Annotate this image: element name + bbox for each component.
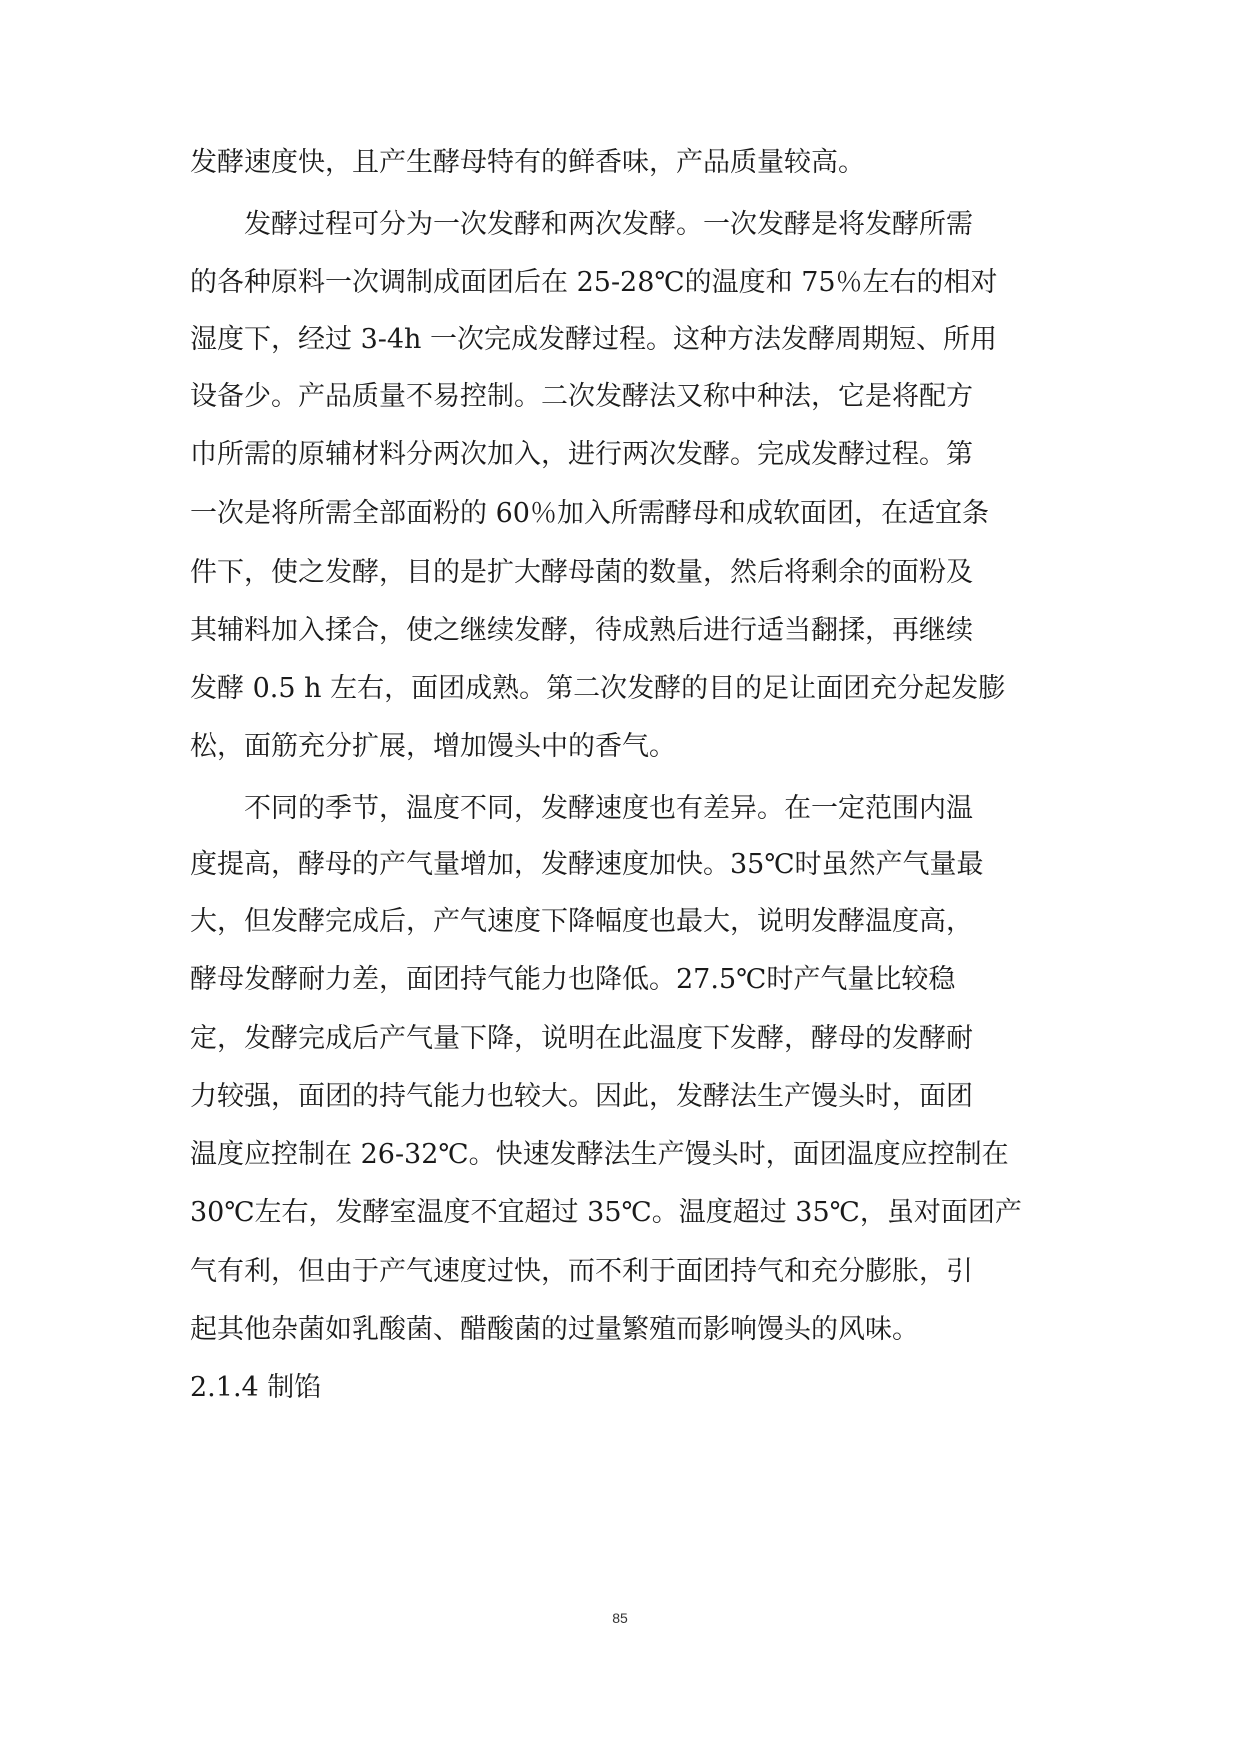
text-line: 力较强，面团的持气能力也较大。因此，发酵法生产馒头时，面团 (190, 1081, 973, 1112)
text-line: 起其他杂菌如乳酸菌、醋酸菌的过量繁殖而影响馒头的风味。 (190, 1314, 919, 1345)
text-line: 气有利，但由于产气速度过快，而不利于面团持气和充分膨胀，引 (190, 1256, 973, 1287)
section-heading: 2.1.4 制馅 (190, 1372, 322, 1403)
paragraph-first-line: 发酵过程可分为一次发酵和两次发酵。一次发酵是将发酵所需 (244, 209, 973, 240)
text-line: 30℃左右，发酵室温度不宜超过 35℃。温度超过 35℃，虽对面团产 (190, 1197, 1022, 1228)
text-line: 一次是将所需全部面粉的 60％加入所需酵母和成软面团，在适宜条 (190, 498, 989, 529)
text-line: 度提高，酵母的产气量增加，发酵速度加快。35℃时虽然产气量最 (190, 849, 984, 880)
paragraph-first-line: 不同的季节，温度不同，发酵速度也有差异。在一定范围内温 (244, 793, 973, 824)
text-line: 大，但发酵完成后，产气速度下降幅度也最大，说明发酵温度高， (190, 906, 973, 937)
text-line: 湿度下，经过 3-4h 一次完成发酵过程。这种方法发酵周期短、所用 (190, 324, 998, 355)
text-line: 温度应控制在 26-32℃。快速发酵法生产馒头时，面团温度应控制在 (190, 1139, 1009, 1170)
text-line: 的各种原料一次调制成面团后在 25-28℃的温度和 75％左右的相对 (190, 267, 998, 298)
text-line: 发酵速度快，且产生酵母特有的鲜香味，产品质量较高。 (190, 147, 865, 178)
text-line: 其辅料加入揉合，使之继续发酵，待成熟后进行适当翻揉，再继续 (190, 615, 973, 646)
text-line: 发酵 0.5 h 左右，面团成熟。第二次发酵的目的足让面团充分起发膨 (190, 673, 1006, 704)
text-line: 件下，使之发酵，目的是扩大酵母菌的数量，然后将剩余的面粉及 (190, 557, 973, 588)
text-line: 松，面筋充分扩展，增加馒头中的香气。 (190, 731, 676, 762)
text-line: 酵母发酵耐力差，面团持气能力也降低。27.5℃时产气量比较稳 (190, 964, 956, 995)
text-line: 巾所需的原辅材料分两次加入，进行两次发酵。完成发酵过程。第 (190, 439, 973, 470)
text-line: 定，发酵完成后产气量下降，说明在此温度下发酵，酵母的发酵耐 (190, 1023, 973, 1054)
page-number: 85 (612, 1610, 628, 1626)
text-line: 设备少。产品质量不易控制。二次发酵法又称中种法，它是将配方 (190, 381, 973, 412)
